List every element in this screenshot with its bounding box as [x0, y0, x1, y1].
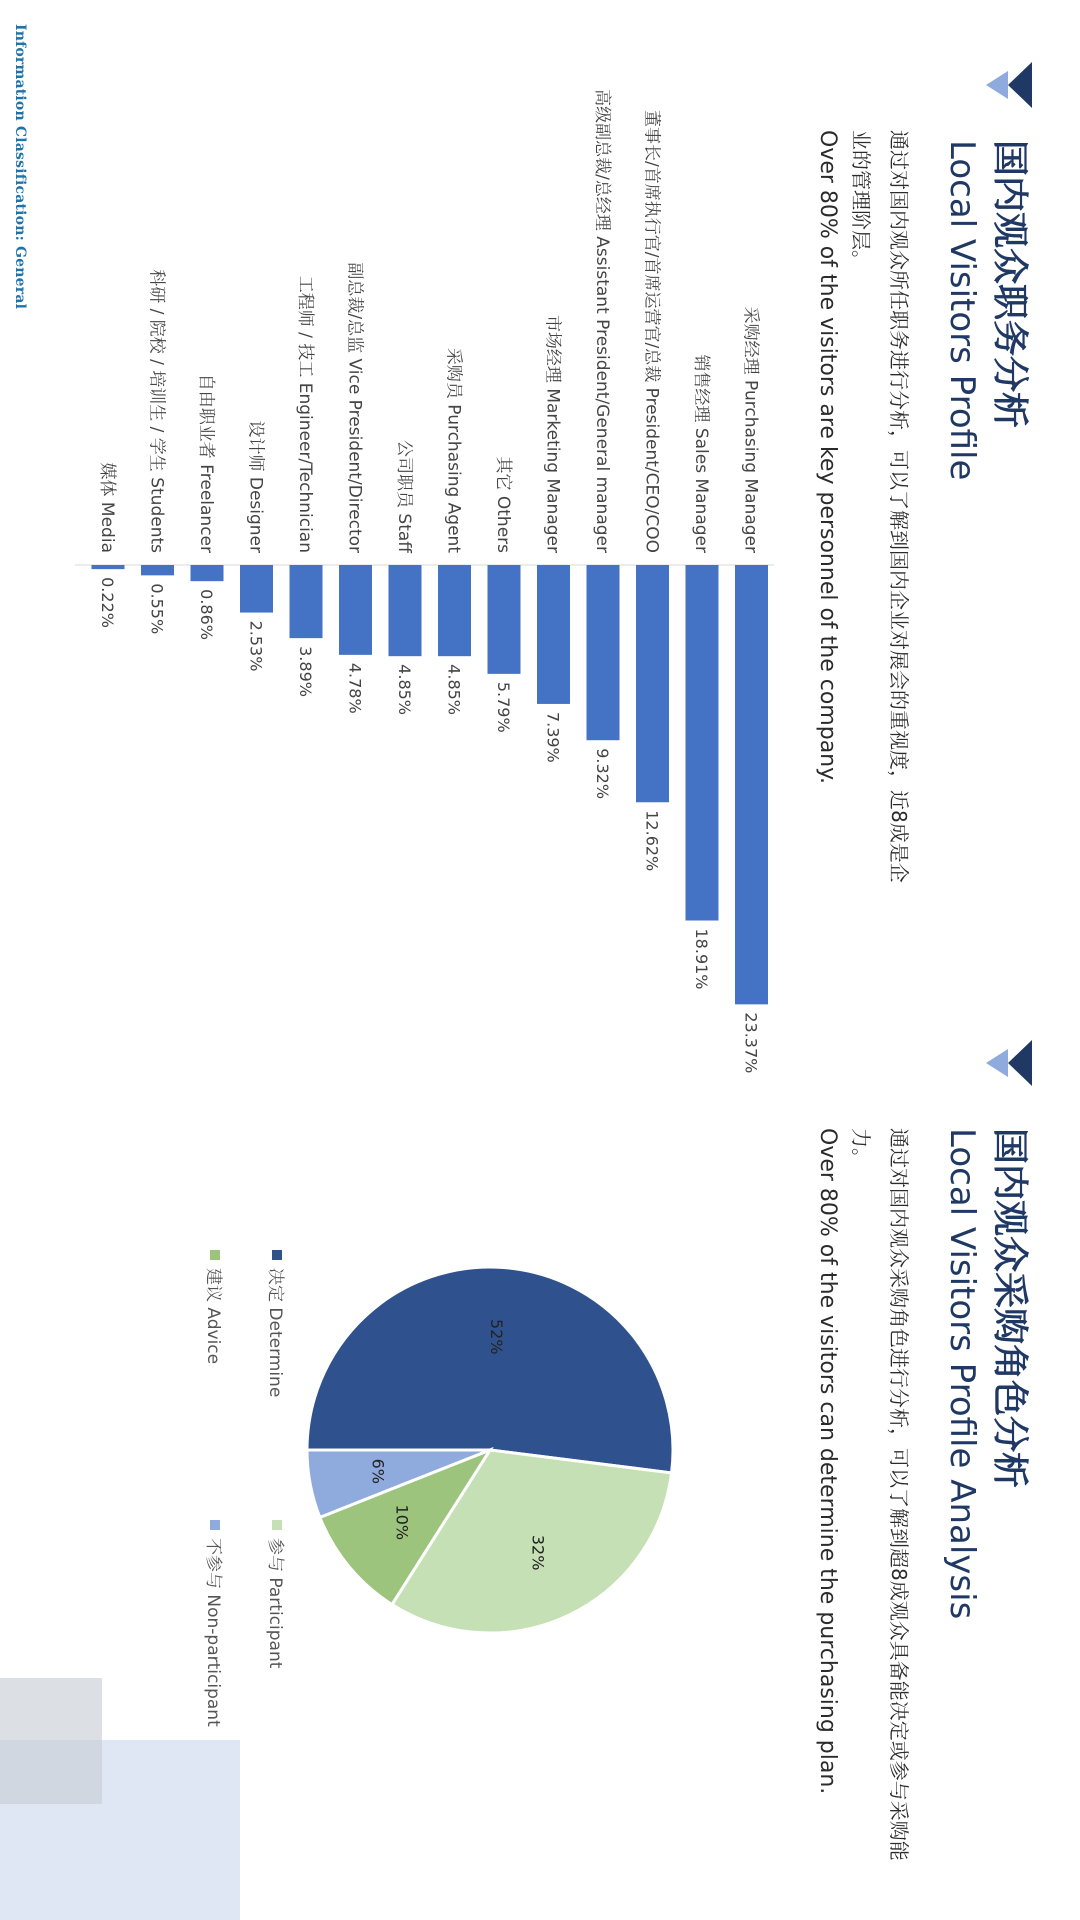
data-label: 2.53%: [246, 620, 266, 672]
bar: [389, 565, 422, 656]
category-label: 采购经理 Purchasing Manager: [740, 306, 761, 553]
data-label: 12.62%: [642, 810, 662, 872]
category-label: 董事长/首席执行官/首席运营官/总裁 President/CEO/COO: [641, 110, 662, 553]
data-label: 7.39%: [543, 711, 563, 763]
category-label: 工程师 / 技工 Engineer/Technician: [295, 275, 315, 553]
bar: [636, 565, 669, 802]
category-label: 公司职员 Staff: [394, 440, 414, 553]
category-label: 其它 Others: [493, 456, 513, 553]
purchasing-role-pie-chart: [300, 1240, 680, 1660]
pie-data-label: 32%: [528, 1534, 548, 1571]
bar: [290, 565, 323, 638]
data-label: 18.91%: [692, 928, 711, 990]
classification-label: Information Classification: General: [12, 24, 28, 310]
legend-swatch: [273, 1250, 283, 1260]
legend-label: 参与 Participant: [265, 1538, 285, 1669]
left-title-en: Local Visitors Profile: [942, 140, 982, 481]
legend-swatch: [211, 1250, 221, 1260]
category-label: 市场经理 Marketing Manager: [542, 314, 563, 553]
job-title-bar-chart: [20, 0, 780, 1080]
bar: [191, 565, 224, 581]
data-label: 9.32%: [593, 748, 612, 800]
category-label: 设计师 Designer: [245, 420, 266, 553]
data-label: 3.89%: [296, 646, 315, 697]
bar: [537, 565, 570, 704]
category-label: 采购员 Purchasing Agent: [443, 347, 464, 553]
bar: [92, 565, 125, 569]
left-desc-en: Over 80% of the visitors are key personnel of the company.: [815, 130, 840, 785]
bar: [438, 565, 471, 656]
right-desc-en: Over 80% of the visitors can determine the purchasing plan.: [815, 1128, 840, 1795]
decor-block-gray: [0, 1678, 102, 1804]
bar: [339, 565, 372, 655]
legend-label: 不参与 Non-participant: [203, 1538, 223, 1727]
legend-item: [265, 1520, 290, 1668]
legend-label: 建议 Advice: [203, 1268, 223, 1365]
left-title-cn: 国内观众职务分析: [989, 140, 1030, 429]
bar: [735, 565, 768, 1004]
data-label: 4.85%: [444, 664, 464, 716]
bar: [240, 565, 273, 613]
category-label: 高级副总裁/总经理 Assistant President/General manager: [592, 89, 612, 553]
bar: [141, 565, 174, 575]
category-label: 销售经理 Sales Manager: [691, 354, 711, 553]
data-label: 0.86%: [197, 589, 216, 640]
pie-data-label: 6%: [368, 1458, 388, 1484]
data-label: 0.55%: [147, 583, 167, 635]
pie-slice: [307, 1267, 673, 1473]
bar: [686, 565, 719, 921]
right-title-en: Local Visitors Profile Analysis: [942, 1128, 982, 1620]
pie-data-label: 52%: [487, 1318, 507, 1355]
bar: [488, 565, 521, 674]
chevron-down-icon: [978, 62, 1038, 108]
chevron-down-icon: [978, 1040, 1038, 1086]
legend-swatch: [273, 1520, 283, 1530]
data-label: 23.37%: [741, 1012, 761, 1074]
category-label: 副总裁/总监 Vice President/Director: [344, 262, 365, 553]
bar: [587, 565, 620, 740]
data-label: 0.22%: [98, 577, 117, 628]
right-title-cn: 国内观众采购角色分析: [989, 1128, 1030, 1489]
legend-label: 决定 Determine: [265, 1268, 285, 1398]
left-desc-cn: 通过对国内观众所任职务进行分析，可以了解到国内企业对展会的重视度，近8成是企业的管理阶层。: [849, 130, 911, 883]
legend-item: [203, 1520, 228, 1727]
legend-item: [265, 1250, 290, 1397]
pie-legend: [180, 1250, 290, 1770]
legend-item: [203, 1250, 228, 1364]
legend-swatch: [211, 1520, 221, 1530]
category-label: 科研 / 院校 / 培训生 / 学生 Students: [146, 269, 167, 553]
data-label: 4.78%: [345, 662, 365, 714]
category-label: 媒体 Media: [97, 462, 117, 553]
data-label: 4.85%: [395, 664, 414, 716]
data-label: 5.79%: [494, 681, 513, 733]
right-desc-cn: 通过对国内观众采购角色进行分析，可以了解到超8成观众具备能决定或参与采购能力。: [849, 1128, 911, 1861]
pie-data-label: 10%: [392, 1504, 412, 1541]
category-label: 自由职业者 Freelancer: [196, 373, 216, 553]
